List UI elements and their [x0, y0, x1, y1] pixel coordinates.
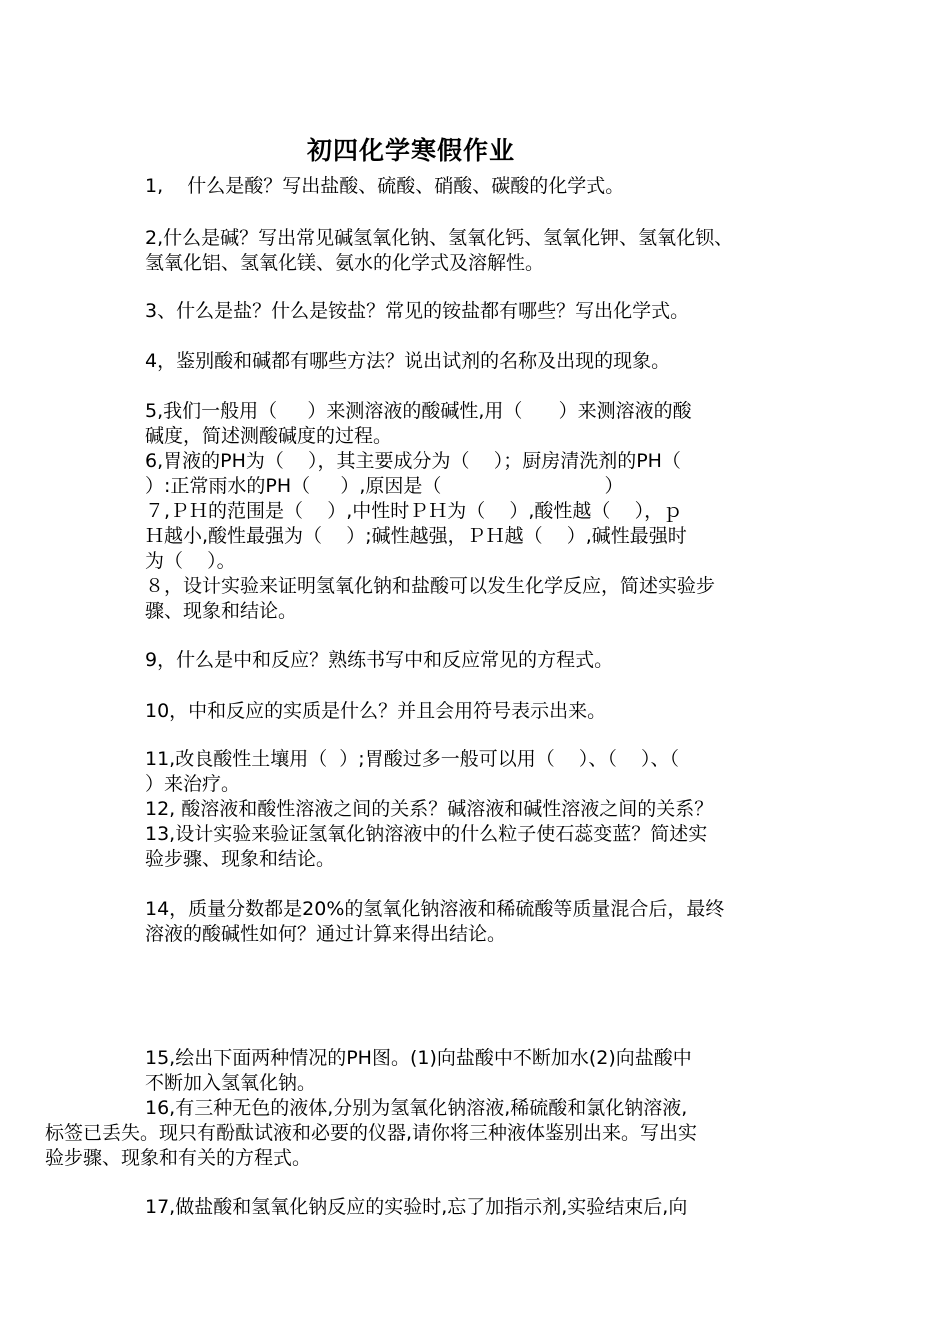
question-16-line: 16,有三种无色的液体,分别为氢氧化钠溶液,稀硫酸和氯化钠溶液, [145, 1097, 688, 1119]
question-15-line: 15,绘出下面两种情况的PH图。(1)向盐酸中不断加水(2)向盐酸中 [145, 1047, 692, 1069]
question-6-line: ）:正常雨水的PH（ ）,原因是（ ） [145, 475, 624, 497]
question-12-line: 12, 酸溶液和酸性溶液之间的关系？碱溶液和碱性溶液之间的关系？ [145, 798, 714, 820]
question-16-line: 验步骤、现象和有关的方程式。 [45, 1147, 312, 1169]
page-title: 初四化学寒假作业 [307, 136, 516, 165]
question-10-line: 10，中和反应的实质是什么？并且会用符号表示出来。 [145, 700, 607, 722]
question-3-line: 3、什么是盐？什么是铵盐？常见的铵盐都有哪些？写出化学式。 [145, 300, 690, 322]
question-14-line: 溶液的酸碱性如何？通过计算来得出结论。 [145, 923, 507, 945]
question-13-line: 验步骤、现象和结论。 [145, 848, 336, 870]
question-5-line: 碱度，简述测酸碱度的过程。 [145, 425, 393, 447]
question-5-line: 5,我们一般用（ ）来测溶液的酸碱性,用（ ）来测溶液的酸 [145, 400, 692, 422]
question-7-line: Ｈ越小,酸性最强为（ ）;碱性越强，ＰＨ越（ ）,碱性最强时 [145, 525, 687, 547]
question-2-line: 2,什么是碱？写出常见碱氢氧化钠、氢氧化钙、氢氧化钾、氢氧化钡、 [145, 227, 734, 249]
question-16-line: 标签已丢失。现只有酚酞试液和必要的仪器,请你将三种液体鉴别出来。写出实 [45, 1122, 698, 1144]
question-4-line: 4，鉴别酸和碱都有哪些方法？说出试剂的名称及出现的现象。 [145, 350, 671, 372]
question-7-line: ７,ＰＨ的范围是（ ）,中性时ＰＨ为（ ）,酸性越（ ），ｐ [145, 500, 683, 522]
question-17-line: 17,做盐酸和氢氧化钠反应的实验时,忘了加指示剂,实验结束后,向 [145, 1196, 688, 1218]
question-15-line: 不断加入氢氧化钠。 [145, 1072, 317, 1094]
question-6-line: 6,胃液的PH为（ ），其主要成分为（ ）；厨房清洗剂的PH（ [145, 450, 681, 472]
question-14-line: 14，质量分数都是20%的氢氧化钠溶液和稀硫酸等质量混合后，最终 [145, 898, 725, 920]
question-11-line: 11,改良酸性土壤用（ ）;胃酸过多一般可以用（ ）、（ ）、（ [145, 748, 680, 770]
question-7-line: 为（ ）。 [145, 550, 236, 572]
question-1-line: 1, 什么是酸？写出盐酸、硫酸、硝酸、碳酸的化学式。 [145, 175, 625, 197]
question-11-line: ）来治疗。 [145, 773, 241, 795]
question-2-line: 氢氧化铝、氢氧化镁、氨水的化学式及溶解性。 [145, 252, 545, 274]
question-8-line: ８，设计实验来证明氢氧化钠和盐酸可以发生化学反应，简述实验步 [145, 575, 716, 597]
question-8-line: 骤、现象和结论。 [145, 600, 298, 622]
question-9-line: 9，什么是中和反应？熟练书写中和反应常见的方程式。 [145, 649, 614, 671]
question-13-line: 13,设计实验来验证氢氧化钠溶液中的什么粒子使石蕊变蓝？简述实 [145, 823, 708, 845]
